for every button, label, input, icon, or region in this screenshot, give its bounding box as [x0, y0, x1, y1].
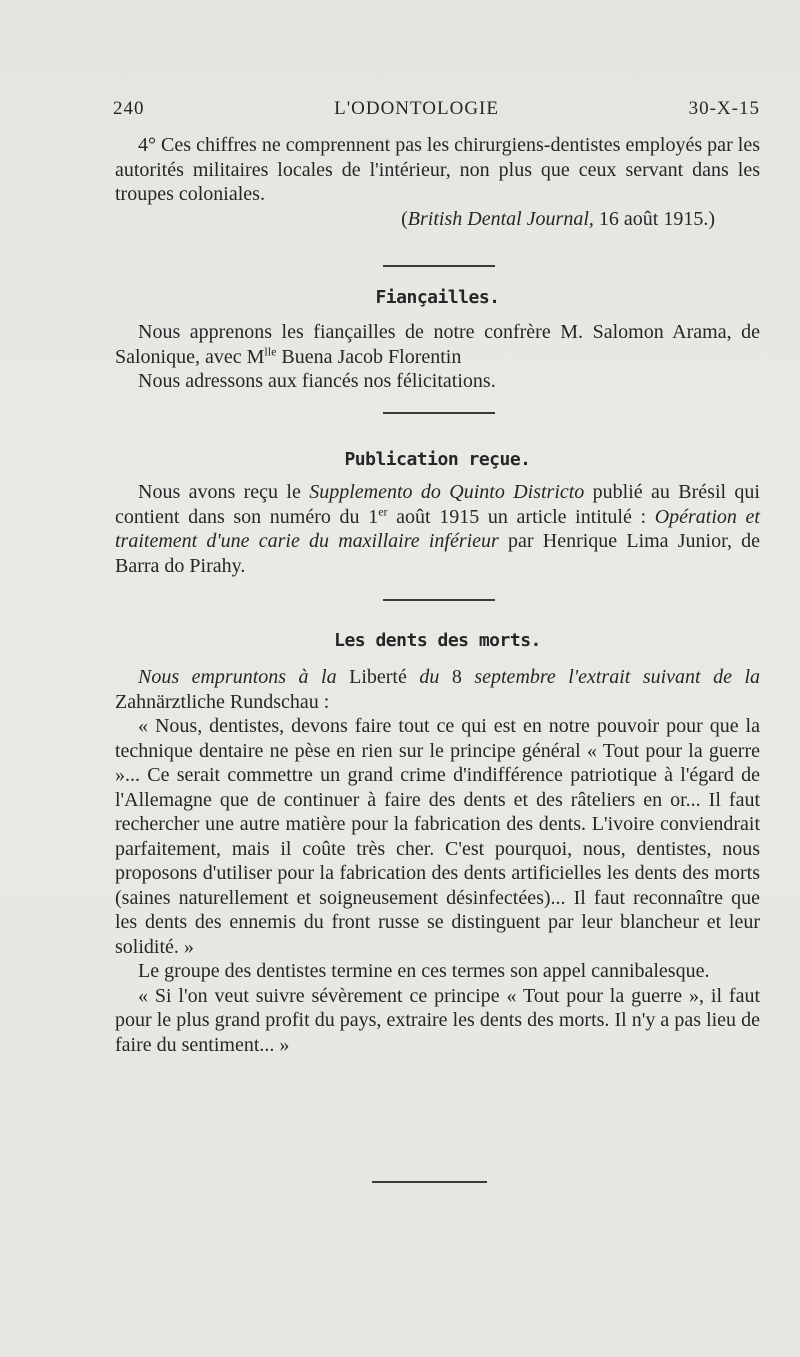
dents-paragraph-2: Le groupe des dentistes termine en ces termes son appel cannibalesque.	[138, 960, 710, 982]
fiancailles-sup: lle	[264, 343, 277, 358]
divider	[383, 265, 495, 267]
dents-intro-e: septembre l'extrait suivant de la	[474, 666, 761, 688]
divider	[372, 1181, 487, 1183]
publication-text-2: publié au Brésil qui contient dans son numéro du 1	[115, 481, 760, 528]
fiancailles-section	[115, 320, 760, 394]
intro-section	[115, 133, 760, 231]
fiancailles-congrats: Nous adressons aux fiancés nos félicitations.	[138, 370, 496, 392]
publication-text-1: Nous avons reçu le	[138, 481, 310, 503]
dents-intro-a: Nous empruntons à la	[138, 666, 337, 688]
divider	[383, 412, 495, 414]
dents-intro-b: Liberté	[336, 666, 420, 688]
dents-intro-d: 8	[439, 666, 475, 688]
page-header	[113, 98, 760, 120]
section-title-publication: Publication reçue.	[344, 449, 531, 470]
section-title-dents: Les dents des morts.	[334, 630, 541, 651]
publication-sup: er	[378, 503, 388, 518]
publication-paragraph	[115, 480, 760, 578]
dents-intro-f: Zahnärztliche Rundschau :	[115, 690, 330, 713]
dents-paragraph-3: « Si l'on veut suivre sévèrement ce principe « Tout pour la guerre », il faut pour le plus grand profit du pays, extraire les dents des morts. Il n'y a pas lieu de faire du sentiment... »	[115, 984, 760, 1056]
fiancailles-text-end: Buena Jacob Florentin	[276, 345, 462, 368]
page-number: 240	[113, 98, 145, 119]
intro-paragraph: 4° Ces chiffres ne comprennent pas les chirurgiens-dentistes employés par les autorités militaires locales de l'intérieur, non plus que ceux servant dans les troupes coloniales.	[115, 134, 760, 205]
publication-text-4: par Henrique Lima Junior, de Barra do Pirahy.	[115, 530, 760, 577]
publication-text-3: août 1915 un article intitulé :	[387, 505, 655, 528]
source-citation: (British Dental Journal, 16 août 1915.)	[401, 207, 715, 230]
publication-article: Opération et traitement d'une carie du maxillaire inférieur	[115, 505, 760, 552]
source-journal: British Dental Journal,	[407, 207, 594, 230]
issue-date: 30-X-15	[688, 98, 760, 119]
fiancailles-text: Nous apprenons les fiançailles de notre confrère M. Salomon Arama, de Salonique, avec M	[115, 321, 760, 368]
dents-section	[115, 665, 760, 1057]
fiancailles-paragraph	[115, 320, 760, 369]
dents-quote: « Nous, dentistes, devons faire tout ce qui est en notre pouvoir pour que la technique dentaire ne pèse en rien sur le principe général « Tout pour la guerre »... Ce serait commettre un grand crime d'indifférence patriotique à l'égard de l'Allemagne que de continuer à faire des dents et des râteliers en or... Il faut rechercher une autre matière pour la fabrication des dents. L'ivoire conviendrait parfaitement, mais il coûte très cher. C'est pourquoi, nous, dentistes, nous proposons d'utiliser pour la fabrication des dents artificielles les dents des morts (saines naturellement et soigneusement désinfectées)... Il faut reconnaître que les dents des ennemis du front russe se distinguent par leur blancheur et leur solidité. »	[115, 715, 760, 958]
divider	[383, 599, 495, 601]
dents-intro	[115, 665, 760, 714]
dents-intro-c: du	[419, 666, 440, 688]
source-date: 16 août 1915.)	[598, 207, 715, 230]
journal-title: L'ODONTOLOGIE	[334, 98, 499, 119]
section-title-fiancailles: Fiançailles.	[375, 287, 500, 308]
publication-journal: Supplemento do Quinto Districto	[309, 481, 585, 503]
publication-section	[115, 480, 760, 578]
